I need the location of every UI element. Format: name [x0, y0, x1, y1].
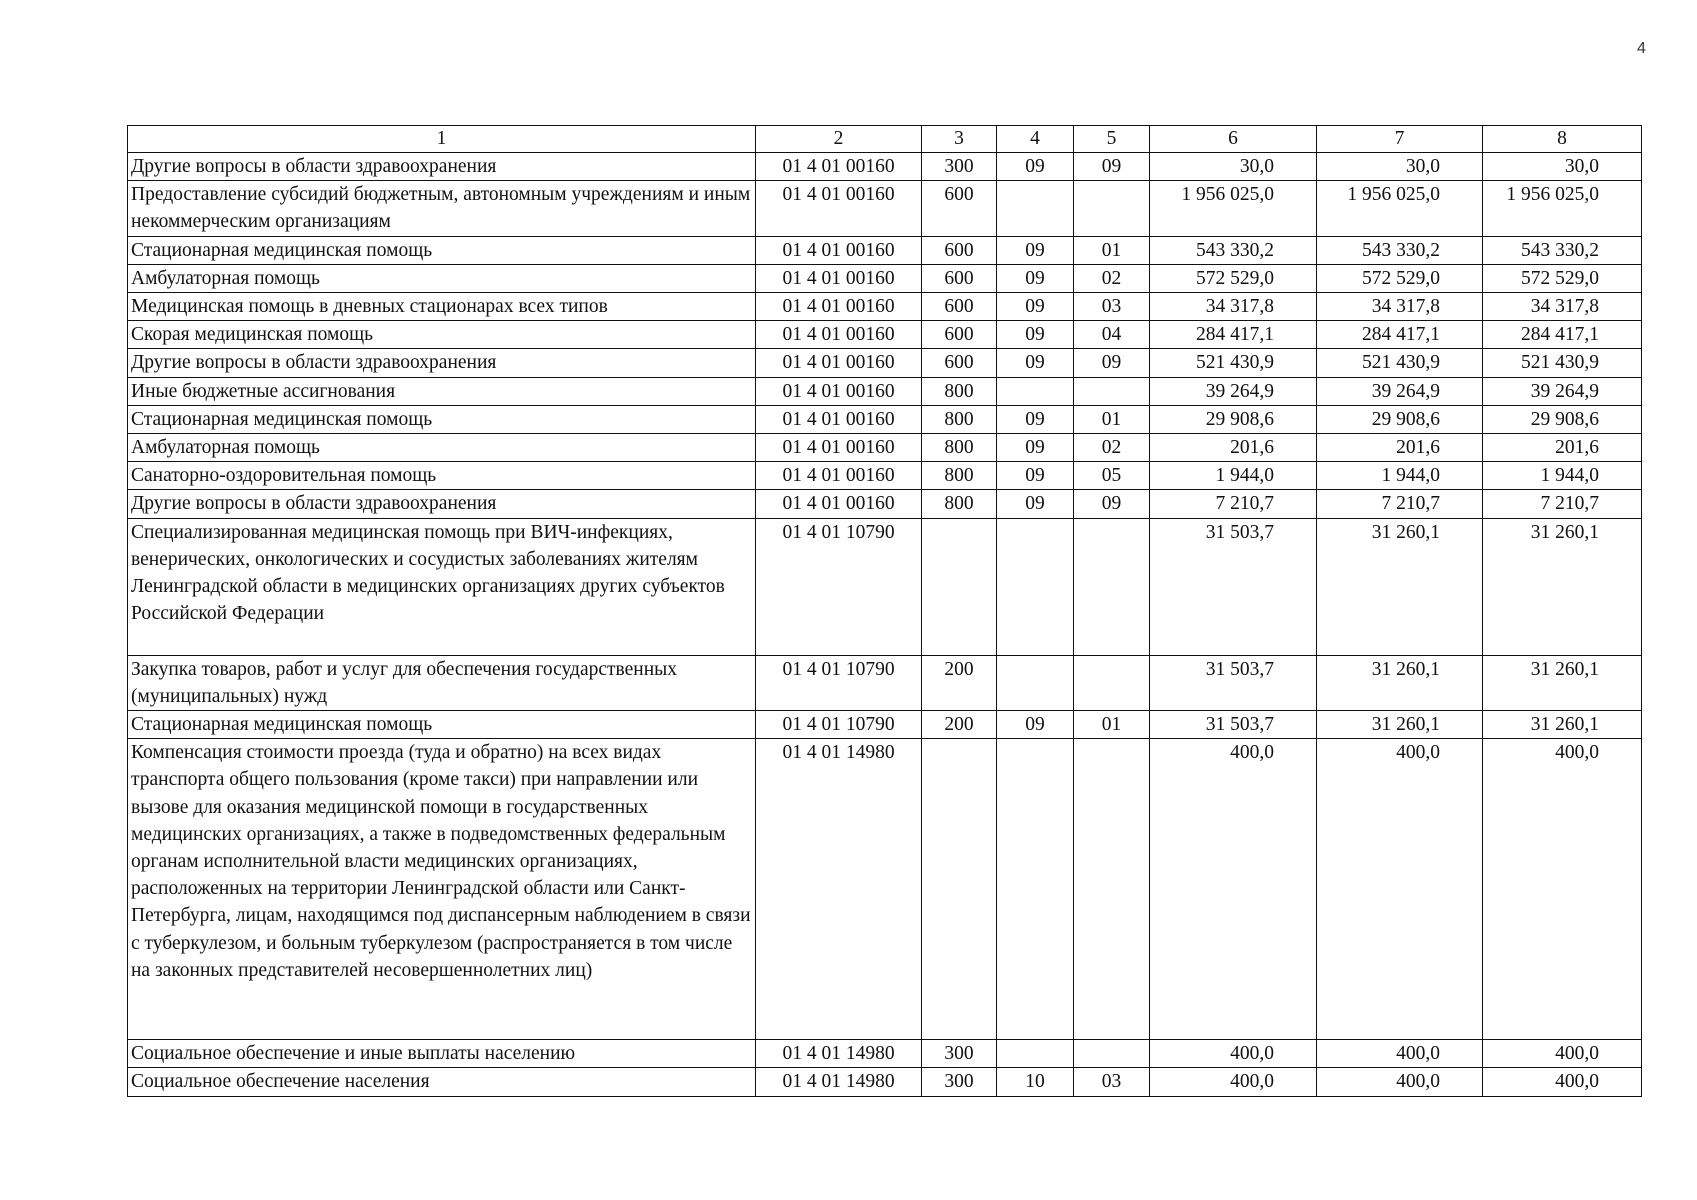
row-name: Стационарная медицинская помощь: [128, 236, 756, 264]
amount-col-7: 572 529,0: [1317, 264, 1483, 292]
amount-col-6: 400,0: [1150, 739, 1317, 1040]
table-row: [128, 462, 1642, 490]
amount-col-6: 30,0: [1150, 153, 1317, 181]
subsection-code: [1074, 518, 1150, 655]
section-code: 09: [997, 711, 1074, 739]
amount-col-7: 7 210,7: [1317, 490, 1483, 518]
amount-col-7: 31 260,1: [1317, 518, 1483, 655]
column-header: 3: [922, 126, 997, 153]
row-name: Другие вопросы в области здравоохранения: [128, 349, 756, 377]
expense-type-code: [922, 518, 997, 655]
target-article-code: 01 4 01 00160: [756, 349, 922, 377]
amount-col-8: 1 944,0: [1483, 462, 1642, 490]
expense-type-code: 300: [922, 153, 997, 181]
row-name: Санаторно-оздоровительная помощь: [128, 462, 756, 490]
amount-col-8: 1 956 025,0: [1483, 181, 1642, 236]
expense-type-code: 600: [922, 349, 997, 377]
row-name: Стационарная медицинская помощь: [128, 405, 756, 433]
section-code: 09: [997, 434, 1074, 462]
section-code: 09: [997, 293, 1074, 321]
target-article-code: 01 4 01 14980: [756, 1040, 922, 1068]
target-article-code: 01 4 01 00160: [756, 321, 922, 349]
amount-col-8: 31 260,1: [1483, 655, 1642, 710]
amount-col-8: 201,6: [1483, 434, 1642, 462]
column-header: 1: [128, 126, 756, 153]
table-row: [128, 655, 1642, 710]
subsection-code: 03: [1074, 1068, 1150, 1096]
subsection-code: [1074, 739, 1150, 1040]
expense-type-code: 800: [922, 462, 997, 490]
amount-col-7: 29 908,6: [1317, 405, 1483, 433]
table-row: [128, 1068, 1642, 1096]
row-name: Социальное обеспечение и иные выплаты населению: [128, 1040, 756, 1068]
section-code: 09: [997, 236, 1074, 264]
subsection-code: 09: [1074, 153, 1150, 181]
expense-type-code: 600: [922, 293, 997, 321]
amount-col-6: 29 908,6: [1150, 405, 1317, 433]
amount-col-6: 284 417,1: [1150, 321, 1317, 349]
section-code: [997, 377, 1074, 405]
section-code: [997, 739, 1074, 1040]
target-article-code: 01 4 01 00160: [756, 236, 922, 264]
row-name: Амбулаторная помощь: [128, 434, 756, 462]
amount-col-8: 34 317,8: [1483, 293, 1642, 321]
row-name: Скорая медицинская помощь: [128, 321, 756, 349]
subsection-code: [1074, 1040, 1150, 1068]
expense-type-code: 600: [922, 321, 997, 349]
subsection-code: 03: [1074, 293, 1150, 321]
table-row: [128, 405, 1642, 433]
amount-col-7: 521 430,9: [1317, 349, 1483, 377]
amount-col-8: 543 330,2: [1483, 236, 1642, 264]
table-row: [128, 490, 1642, 518]
table-row: [128, 236, 1642, 264]
section-code: 09: [997, 405, 1074, 433]
amount-col-6: 31 503,7: [1150, 655, 1317, 710]
expense-type-code: 800: [922, 377, 997, 405]
amount-col-8: 400,0: [1483, 1068, 1642, 1096]
row-name: Специализированная медицинская помощь при ВИЧ-инфекциях, венерических, онкологических и сосудистых заболеваниях жителям Ленинградской области в медицинских организациях других субъектов Российской Федерации: [128, 518, 756, 655]
expense-type-code: 800: [922, 490, 997, 518]
amount-col-6: 400,0: [1150, 1068, 1317, 1096]
section-code: [997, 655, 1074, 710]
table-header-row: [128, 126, 1642, 153]
section-code: 09: [997, 321, 1074, 349]
amount-col-8: 31 260,1: [1483, 518, 1642, 655]
table-row: [128, 264, 1642, 292]
section-code: [997, 518, 1074, 655]
section-code: [997, 181, 1074, 236]
row-name: Иные бюджетные ассигнования: [128, 377, 756, 405]
expense-type-code: 300: [922, 1068, 997, 1096]
subsection-code: [1074, 655, 1150, 710]
row-name: Другие вопросы в области здравоохранения: [128, 153, 756, 181]
amount-col-8: 572 529,0: [1483, 264, 1642, 292]
amount-col-6: 34 317,8: [1150, 293, 1317, 321]
target-article-code: 01 4 01 00160: [756, 434, 922, 462]
amount-col-6: 201,6: [1150, 434, 1317, 462]
amount-col-6: 39 264,9: [1150, 377, 1317, 405]
subsection-code: 02: [1074, 264, 1150, 292]
target-article-code: 01 4 01 14980: [756, 739, 922, 1040]
table-row: [128, 181, 1642, 236]
subsection-code: 01: [1074, 405, 1150, 433]
row-name: Амбулаторная помощь: [128, 264, 756, 292]
target-article-code: 01 4 01 00160: [756, 490, 922, 518]
expense-type-code: 600: [922, 236, 997, 264]
expense-type-code: [922, 739, 997, 1040]
table-row: [128, 434, 1642, 462]
row-name: Компенсация стоимости проезда (туда и обратно) на всех видах транспорта общего пользования (кроме такси) при направлении или вызове для оказания медицинской помощи в государственных медицинских организациях, а также в подведомственных федеральным органам исполнительной власти медицинских организациях, расположенных на территории Ленинградской области или Санкт-Петербурга, лицам, находящимся под диспансерным наблюдением в связи с туберкулезом, и больным туберкулезом (распространяется в том числе на законных представителей несовершеннолетних лиц): [128, 739, 756, 1040]
amount-col-6: 400,0: [1150, 1040, 1317, 1068]
section-code: 10: [997, 1068, 1074, 1096]
subsection-code: 05: [1074, 462, 1150, 490]
column-header: 2: [756, 126, 922, 153]
target-article-code: 01 4 01 00160: [756, 377, 922, 405]
amount-col-7: 1 956 025,0: [1317, 181, 1483, 236]
amount-col-7: 39 264,9: [1317, 377, 1483, 405]
expense-type-code: 600: [922, 264, 997, 292]
table-row: [128, 377, 1642, 405]
amount-col-7: 1 944,0: [1317, 462, 1483, 490]
target-article-code: 01 4 01 00160: [756, 181, 922, 236]
subsection-code: 09: [1074, 349, 1150, 377]
table-row: [128, 321, 1642, 349]
expense-type-code: 200: [922, 711, 997, 739]
column-header: 6: [1150, 126, 1317, 153]
amount-col-8: 284 417,1: [1483, 321, 1642, 349]
subsection-code: 01: [1074, 711, 1150, 739]
row-name: Медицинская помощь в дневных стационарах всех типов: [128, 293, 756, 321]
amount-col-7: 284 417,1: [1317, 321, 1483, 349]
amount-col-8: 400,0: [1483, 1040, 1642, 1068]
column-header: 4: [997, 126, 1074, 153]
target-article-code: 01 4 01 00160: [756, 462, 922, 490]
amount-col-7: 31 260,1: [1317, 655, 1483, 710]
target-article-code: 01 4 01 00160: [756, 293, 922, 321]
amount-col-7: 400,0: [1317, 1040, 1483, 1068]
amount-col-8: 400,0: [1483, 739, 1642, 1040]
target-article-code: 01 4 01 14980: [756, 1068, 922, 1096]
expense-type-code: 200: [922, 655, 997, 710]
amount-col-7: 201,6: [1317, 434, 1483, 462]
amount-col-8: 30,0: [1483, 153, 1642, 181]
target-article-code: 01 4 01 10790: [756, 518, 922, 655]
target-article-code: 01 4 01 00160: [756, 153, 922, 181]
subsection-code: 02: [1074, 434, 1150, 462]
subsection-code: 04: [1074, 321, 1150, 349]
target-article-code: 01 4 01 00160: [756, 405, 922, 433]
table-row: [128, 293, 1642, 321]
page-number: 4: [1637, 40, 1646, 57]
target-article-code: 01 4 01 00160: [756, 264, 922, 292]
row-name: Предоставление субсидий бюджетным, автономным учреждениям и иным некоммерческим организациям: [128, 181, 756, 236]
amount-col-7: 30,0: [1317, 153, 1483, 181]
table-row: [128, 711, 1642, 739]
section-code: 09: [997, 462, 1074, 490]
table-row: [128, 518, 1642, 655]
table-row: [128, 153, 1642, 181]
section-code: 09: [997, 264, 1074, 292]
amount-col-7: 34 317,8: [1317, 293, 1483, 321]
budget-table: [127, 125, 1642, 1097]
expense-type-code: 600: [922, 181, 997, 236]
amount-col-8: 31 260,1: [1483, 711, 1642, 739]
amount-col-6: 1 956 025,0: [1150, 181, 1317, 236]
table-row: [128, 1040, 1642, 1068]
section-code: 09: [997, 490, 1074, 518]
section-code: 09: [997, 153, 1074, 181]
amount-col-7: 400,0: [1317, 1068, 1483, 1096]
amount-col-6: 543 330,2: [1150, 236, 1317, 264]
amount-col-8: 39 264,9: [1483, 377, 1642, 405]
row-name: Закупка товаров, работ и услуг для обеспечения государственных (муниципальных) нужд: [128, 655, 756, 710]
column-header: 5: [1074, 126, 1150, 153]
row-name: Социальное обеспечение населения: [128, 1068, 756, 1096]
section-code: 09: [997, 349, 1074, 377]
subsection-code: 09: [1074, 490, 1150, 518]
amount-col-8: 29 908,6: [1483, 405, 1642, 433]
target-article-code: 01 4 01 10790: [756, 655, 922, 710]
table-row: [128, 349, 1642, 377]
amount-col-6: 521 430,9: [1150, 349, 1317, 377]
amount-col-7: 31 260,1: [1317, 711, 1483, 739]
column-header: 8: [1483, 126, 1642, 153]
amount-col-6: 31 503,7: [1150, 518, 1317, 655]
table-row: [128, 739, 1642, 1040]
amount-col-6: 7 210,7: [1150, 490, 1317, 518]
amount-col-6: 1 944,0: [1150, 462, 1317, 490]
amount-col-6: 31 503,7: [1150, 711, 1317, 739]
amount-col-7: 400,0: [1317, 739, 1483, 1040]
section-code: [997, 1040, 1074, 1068]
amount-col-8: 521 430,9: [1483, 349, 1642, 377]
expense-type-code: 800: [922, 405, 997, 433]
amount-col-6: 572 529,0: [1150, 264, 1317, 292]
subsection-code: [1074, 181, 1150, 236]
subsection-code: 01: [1074, 236, 1150, 264]
row-name: Стационарная медицинская помощь: [128, 711, 756, 739]
target-article-code: 01 4 01 10790: [756, 711, 922, 739]
expense-type-code: 300: [922, 1040, 997, 1068]
amount-col-8: 7 210,7: [1483, 490, 1642, 518]
subsection-code: [1074, 377, 1150, 405]
amount-col-7: 543 330,2: [1317, 236, 1483, 264]
column-header: 7: [1317, 126, 1483, 153]
expense-type-code: 800: [922, 434, 997, 462]
row-name: Другие вопросы в области здравоохранения: [128, 490, 756, 518]
